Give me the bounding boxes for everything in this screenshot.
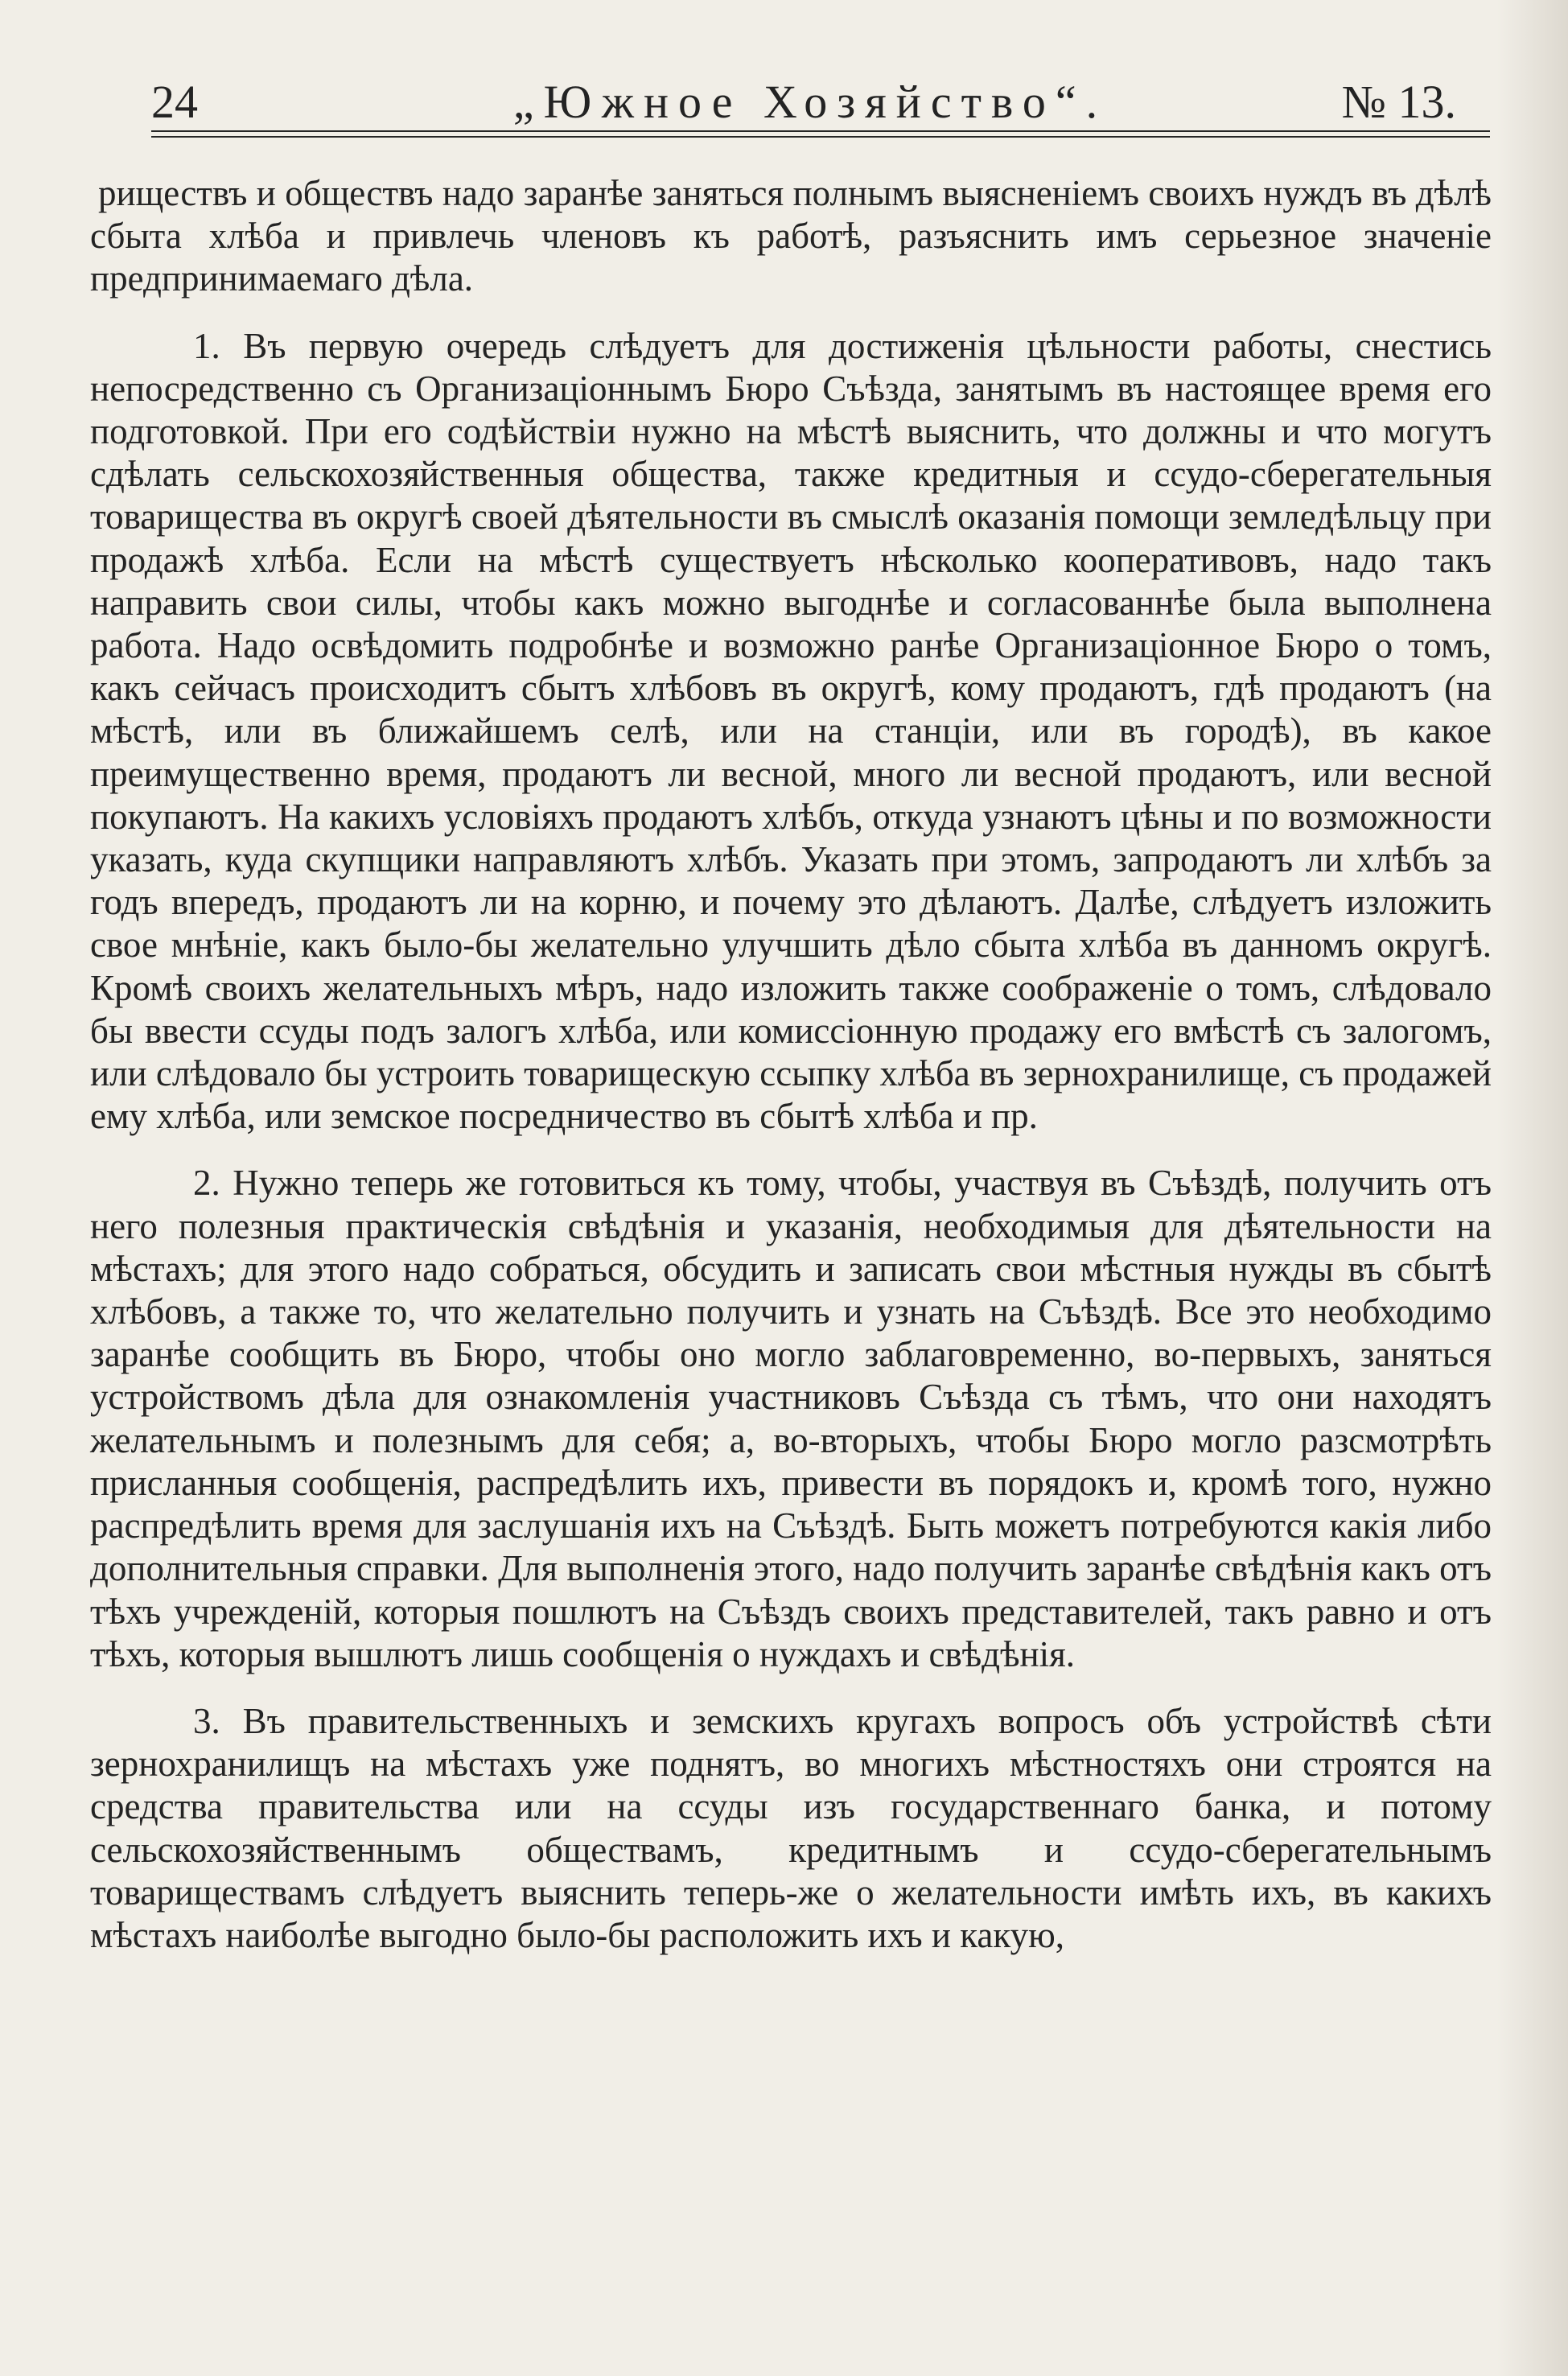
paragraph-3: 3. Въ правительственныхъ и земскихъ кругахъ вопросъ объ устройствѣ сѣти зернохранилищъ на мѣстахъ уже поднятъ, во многихъ мѣстностяхъ они строятся на средства правительства или на ссуды изъ государственнаго банка, и потому сельскохозяйственнымъ обществамъ, кредитнымъ и ссудо-сберегательнымъ товариществамъ слѣдуетъ выяснить теперь-же о желательности имѣть ихъ, въ какихъ мѣстахъ наиболѣе выгодно было-бы расположить ихъ и какую, [90, 1700, 1492, 1955]
page-number: 24 [151, 76, 198, 128]
paragraph-2: 2. Нужно теперь же готовиться къ тому, чтобы, участвуя въ Съѣздѣ, получить отъ него полезныя практическія свѣдѣнія и указанія, необходимыя для дѣятельности на мѣстахъ; для этого надо собраться, обсудить и записать свои мѣстныя нужды въ сбытѣ хлѣбовъ, а также то, что желательно получить и узнать на Съѣздѣ. Все это необходимо заранѣе сообщить въ Бюро, чтобы оно могло заблаговременно, во-первыхъ, заняться устройствомъ дѣла для ознакомленія участниковъ Съѣзда съ тѣмъ, что они находятъ желательнымъ и полезнымъ для себя; а, во-вторыхъ, чтобы Бюро могло разсмотрѣть присланныя сообщенія, распредѣлить ихъ, привести въ порядокъ и, кромѣ того, нужно распредѣлить время для заслушанія ихъ на Съѣздѣ. Быть можетъ потребуются какія либо дополнительныя справки. Для выполненія этого, надо получить заранѣе свѣдѣнія какъ отъ тѣхъ учрежденій, которыя пошлютъ на Съѣздъ своихъ представителей, такъ равно и отъ тѣхъ, которыя вышлютъ лишь сообщенія о нуждахъ и свѣдѣнія. [90, 1163, 1492, 1674]
paragraph-1: 1. Въ первую очередь слѣдуетъ для достиженія цѣльности работы, снестись непосредственно съ Организаціоннымъ Бюро Съѣзда, занятымъ въ настоящее время его подготовкой. При его содѣйствіи нужно на мѣстѣ выяснить, что должны и что могутъ сдѣлать сельскохозяйственныя общества, также кредитныя и ссудо-сберегательныя товарищества въ округѣ своей дѣятельности въ смыслѣ оказанія помощи земледѣльцу при продажѣ хлѣба. Если на мѣстѣ существуетъ нѣсколько кооперативовъ, надо такъ направить свои силы, чтобы какъ можно выгоднѣе и согласованнѣе была выполнена работа. Надо освѣдомить подробнѣе и возможно ранѣе Организаціонное Бюро о томъ, какъ сейчасъ происходитъ сбытъ хлѣбовъ въ округѣ, кому продаютъ, гдѣ продаютъ (на мѣстѣ, или въ ближайшемъ селѣ, или на станціи, или въ городѣ), въ какое преимущественно время, продаютъ ли весной, много ли весной продаютъ, или весной покупаютъ. На какихъ условіяхъ продаютъ хлѣбъ, откуда узнаютъ цѣны и по возможности указать, куда скупщики направляютъ хлѣбъ. Указать при этомъ, запродаютъ ли хлѣбъ за годъ впередъ, продаютъ ли на корню, и почему это дѣлаютъ. Далѣе, слѣдуетъ изложить свое мнѣніе, какъ было-бы желательно улучшить дѣло сбыта хлѣба въ данномъ округѣ. Кромѣ своихъ желательныхъ мѣръ, надо изложить также соображеніе о томъ, слѣдовало бы ввести ссуды подъ залогъ хлѣба, или комиссіонную продажу его вмѣстѣ съ залогомъ, или слѣдовало бы устроить товарищескую ссыпку хлѣба въ зернохранилище, съ продажей ему хлѣба, или земское посредничество въ сбытѣ хлѣба и пр. [90, 325, 1492, 1137]
page-header [151, 68, 1469, 136]
journal-title: „Южное Хозяйство“. [512, 76, 1108, 128]
scan-edge-shadow [1497, 0, 1568, 2376]
article-body [90, 172, 1492, 1981]
paragraph-intro: риществъ и обществъ надо заранѣе заняться полнымъ выясненіемъ своихъ нуждъ въ дѣлѣ сбыта хлѣба и привлечь членовъ къ работѣ, разъяснить имъ серьезное значеніе предпринимаемаго дѣла. [90, 173, 1492, 299]
header-rule [151, 130, 1490, 138]
issue-number: № 13. [1341, 76, 1456, 128]
